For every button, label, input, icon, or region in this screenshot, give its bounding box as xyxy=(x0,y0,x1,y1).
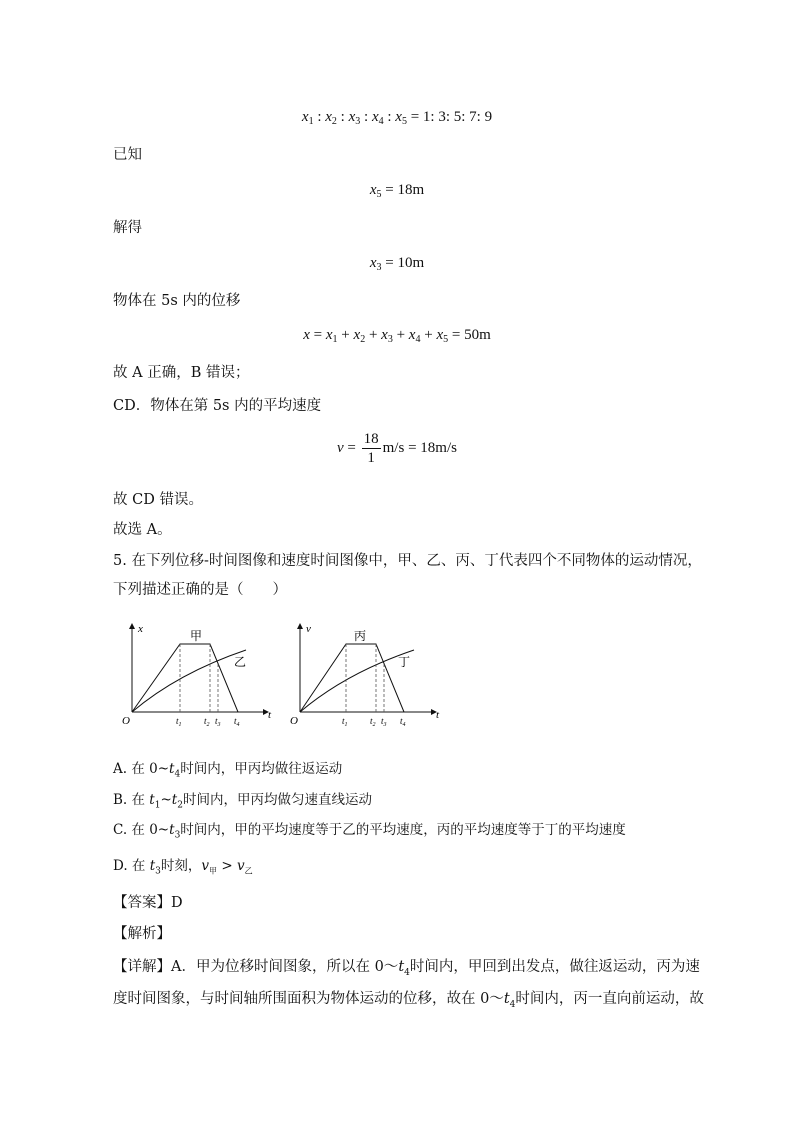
x-axis-label: t xyxy=(436,709,440,721)
option-d-post: 时刻， xyxy=(160,858,202,874)
equation-solved: $x_3 = 10m$ xyxy=(369,255,425,273)
equation-ratio-rhs: 1: 3: 5: 7: 9 xyxy=(422,109,493,125)
label-jia: 甲 xyxy=(190,629,203,643)
answer-label: 【答案】 xyxy=(113,895,171,911)
curve-bing xyxy=(300,644,404,712)
detail-line-1: 【详解】A．甲为位移时间图象，所以在 $0\sim t_4$时间内，甲回到出发点，做往返运动，丙为速 xyxy=(113,959,700,978)
cd-intro: CD．物体在第 5s 内的平均速度 xyxy=(113,398,322,414)
equation-known-rhs: 18m xyxy=(397,182,425,198)
option-a-post: 时间内，甲丙均做往返运动 xyxy=(180,761,343,777)
option-b: B. 在 $t_1\sim t_2$时间内，甲丙均做匀速直线运动 xyxy=(113,792,372,811)
x-axis-label: t xyxy=(268,709,272,721)
equation-solved-rhs: 10m xyxy=(397,255,425,271)
origin-label: O xyxy=(122,715,130,727)
velocity-unit: m/s xyxy=(382,439,405,456)
y-axis-label: v xyxy=(306,623,311,635)
analysis-label: 【解析】 xyxy=(113,926,171,942)
velocity-fraction xyxy=(362,430,381,467)
curve-ding xyxy=(300,650,414,712)
tick-t4: $t_4$ xyxy=(234,716,240,728)
displacement-label: 物体在 5s 内的位移 xyxy=(113,293,241,309)
label-ding: 丁 xyxy=(398,655,411,669)
curve-yi xyxy=(132,650,246,712)
equation-ratio: $x_1$ : $x_2$ : $x_3$ : $x_4$ : $x_5 = 1$: 3: 5: 7: 9 xyxy=(301,109,493,127)
tick-t2: $t_2$ xyxy=(204,716,210,728)
tick-t1: $t_1$ xyxy=(342,716,348,728)
option-b-post: 时间内，甲丙均做匀速直线运动 xyxy=(182,792,372,808)
conclusion-cd: 故 CD 错误。 xyxy=(113,492,203,508)
equation-total: $x = x_1 + x_2 + x_3 + x_4 + x_5 = 50m$ xyxy=(303,327,491,345)
detail-line-2-post: 时间内，丙一直向前运动，故 xyxy=(515,991,704,1007)
known-label: 已知 xyxy=(113,147,142,163)
tick-t3: $t_3$ xyxy=(215,716,221,728)
option-d-pre: D. 在 xyxy=(113,858,150,874)
conclusion-ab: 故 A 正确，B 错误； xyxy=(113,365,250,381)
option-a-pre: A. 在 0~ xyxy=(113,761,170,777)
option-a: A. 在 $0\sim t_4$时间内，甲丙均做往返运动 xyxy=(113,761,343,780)
graph-velocity-time xyxy=(286,618,446,730)
choice-line: 故选 A。 xyxy=(113,522,172,538)
origin-label: O xyxy=(290,715,298,727)
option-c-pre: C. 在 0~ xyxy=(113,822,170,838)
question-line-2: 下列描述正确的是（ ） xyxy=(113,582,287,598)
question-line-1: 5. 在下列位移-时间图像和速度时间图像中，甲、乙、丙、丁代表四个不同物体的运动情况， xyxy=(113,553,702,569)
curve-jia xyxy=(132,644,238,712)
tick-t3: $t_3$ xyxy=(381,716,387,728)
graph-position-time xyxy=(118,618,278,730)
label-yi: 乙 xyxy=(234,655,247,669)
detail-label: 【详解】 xyxy=(113,959,171,975)
detail-line-1-post: 时间内，甲回到出发点，做往返运动，丙为速 xyxy=(409,959,700,975)
option-b-pre: B. 在 xyxy=(113,792,150,808)
tick-t2: $t_2$ xyxy=(370,716,376,728)
answer-value: D xyxy=(171,895,183,911)
option-c: C. 在 $0\sim t_3$时间内，甲的平均速度等于乙的平均速度，丙的平均速度等于丁的平均速度 xyxy=(113,822,626,841)
option-d: D. 在 $t_3$时刻，$v_甲 > v_乙$ xyxy=(113,858,253,877)
label-bing: 丙 xyxy=(354,629,367,643)
option-b-mid: ~ xyxy=(160,792,172,808)
detail-line-2: 度时间图象，与时间轴所围面积为物体运动的位移，故在 $0\sim t_4$时间内，丙一直向前运动，故 xyxy=(113,991,704,1010)
velocity-rhs: 18m/s xyxy=(420,439,457,456)
y-axis-label: x xyxy=(138,623,143,635)
detail-line-1-pre: A．甲为位移时间图象，所以在 0～ xyxy=(171,959,399,975)
equation-total-rhs: 50m xyxy=(464,327,491,343)
solve-label: 解得 xyxy=(113,220,142,236)
equation-known: $x_5 = 18m$ xyxy=(369,182,425,200)
velocity-numerator: 18 xyxy=(363,431,379,447)
velocity-denominator: 1 xyxy=(367,450,375,466)
option-c-post: 时间内，甲的平均速度等于乙的平均速度，丙的平均速度等于丁的平均速度 xyxy=(180,822,626,838)
answer-line xyxy=(113,893,183,913)
tick-t1: $t_1$ xyxy=(176,716,182,728)
tick-t4: $t_4$ xyxy=(400,716,406,728)
detail-line-2-pre: 度时间图象，与时间轴所围面积为物体运动的位移，故在 0～ xyxy=(113,991,504,1007)
equation-velocity: v = $\frac{18}{1}$ m/s = 18m/s xyxy=(337,431,457,466)
